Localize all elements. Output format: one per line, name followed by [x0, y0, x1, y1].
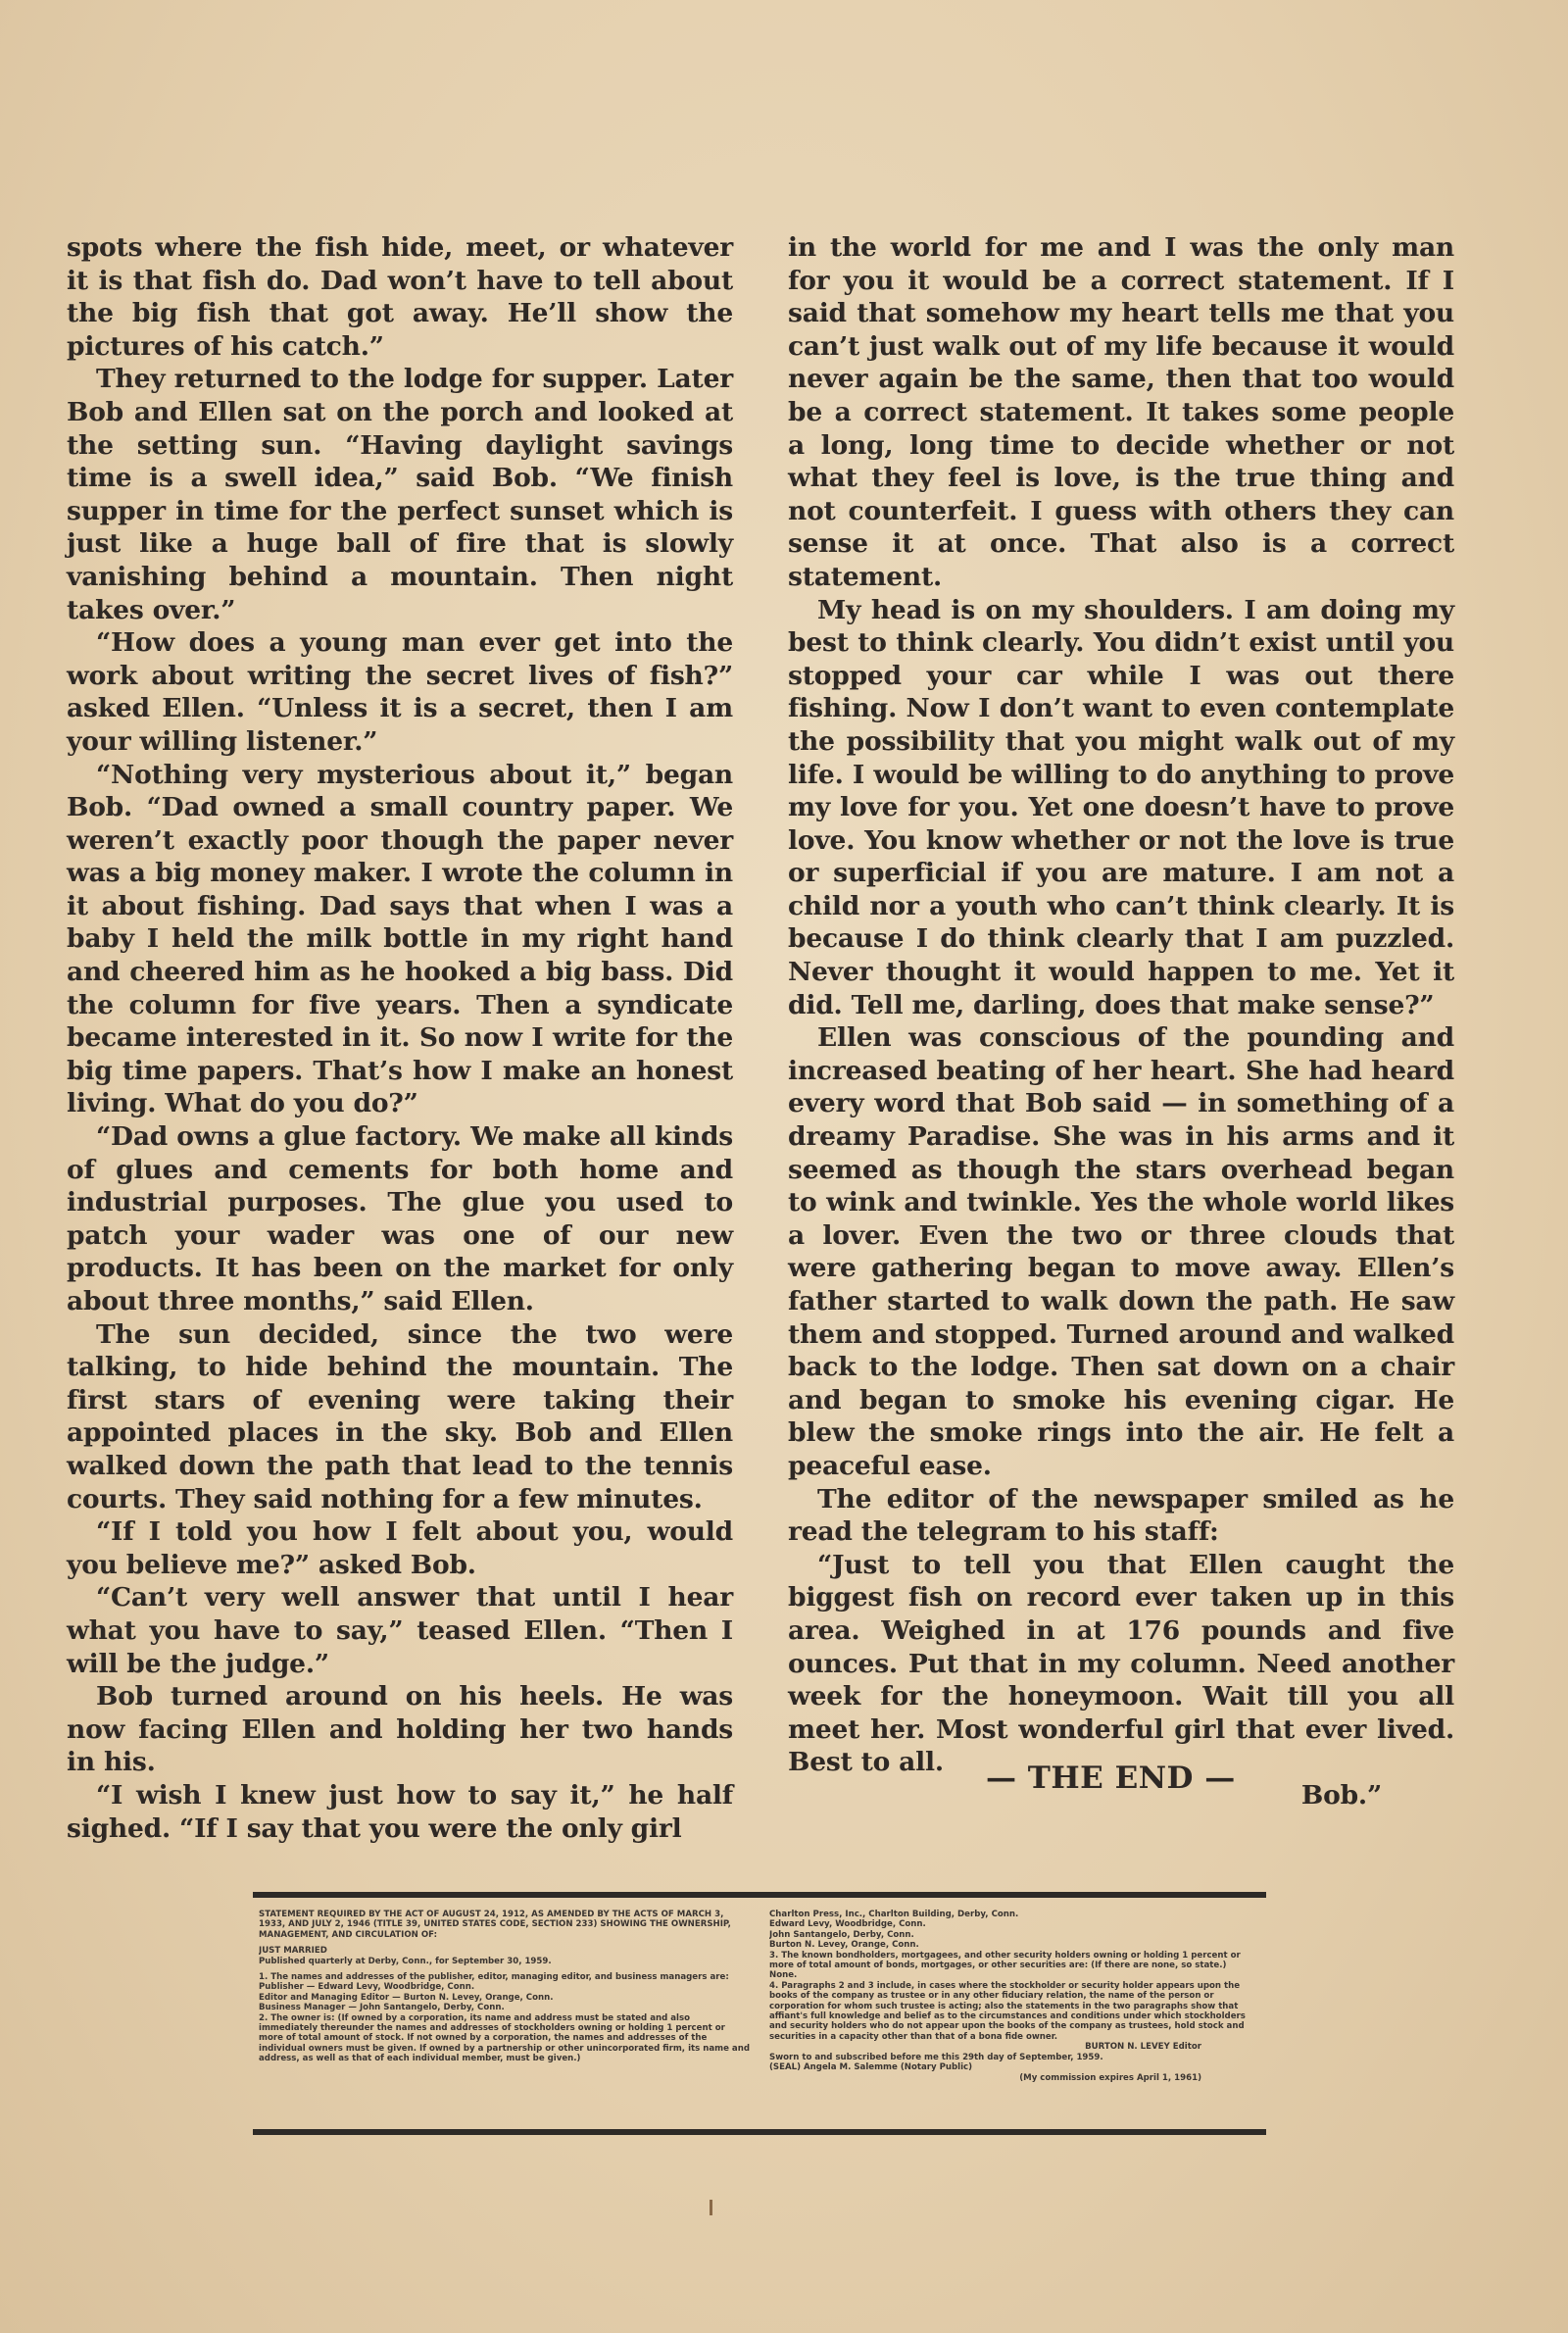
statement-line: John Santangelo, Derby, Conn.: [769, 1929, 914, 1940]
statement-line: 4. Paragraphs 2 and 3 include, in cases where the stockholder or security holder appears upon the books of the company as trustee or in any other fiduciary relation, the name of the person or corporation for whom such trustee is acting; also the statements in the two paragraphs show that affiant's full knowledge and belief as to the circumstances and conditions under which stockholders and security holders who do not appear upon the books of the company as trustees, hold stock and securities in a capacity other than that of a bona fide owner.: [769, 1980, 1246, 2042]
statement-line: Published quarterly at Derby, Conn., for September 30, 1959.: [259, 1956, 552, 1966]
statement-left-column: [259, 1910, 750, 2119]
statement-signature: BURTON N. LEVEY Editor: [1085, 2042, 1201, 2053]
statement-line: (My commission expires April 1, 1961): [1019, 2072, 1201, 2083]
statement-line: 1. The names and addresses of the publisher, editor, managing editor, and business managers are:: [259, 1972, 729, 1983]
ownership-statement-box: [253, 1892, 1266, 2135]
story-paragraph: The sun decided, since the two were talking, to hide behind the mountain. The first stars of evening were taking their appointed places in the sky. Bob and Ellen walked down the path that lead to the tennis courts. They said nothing for a few minutes.: [67, 1318, 733, 1514]
story-paragraph: The editor of the newspaper smiled as he read the telegram to his staff:: [788, 1483, 1454, 1548]
statement-line: Business Manager — John Santangelo, Derby, Conn.: [259, 2003, 505, 2013]
statement-line: Edward Levy, Woodbridge, Conn.: [769, 1919, 926, 1930]
statement-heading: STATEMENT REQUIRED BY THE ACT OF AUGUST 24, 1912, AS AMENDED BY THE ACTS OF MARCH 3, 1933, AND JULY 2, 1946 (TITLE 39, UNITED STATES CODE, SECTION 233) SHOWING THE OWNERSHIP, MANAGEMENT, AND CIRCULATION OF:: [259, 1910, 731, 1940]
statement-line: None.: [769, 1970, 798, 1981]
statement-line: Publisher — Edward Levy, Woodbridge, Conn.: [259, 1982, 475, 1993]
telegram-text: “Just to tell you that Ellen caught the biggest fish on record ever taken up in this area. Weighed in at 176 pounds and five ounces. Put that in my column. Need another week for the honeymoon. Wait till you all meet her. Most wonderful girl that ever lived. Best to all.: [788, 1549, 1454, 1778]
print-mark: [710, 2200, 712, 2215]
statement-line: Burton N. Levey, Orange, Conn.: [769, 1940, 919, 1951]
statement-line: Editor and Managing Editor — Burton N. Levey, Orange, Conn.: [259, 1992, 554, 2003]
statement-line: (SEAL) Angela M. Salemme (Notary Public): [769, 2062, 973, 2073]
story-paragraph: My head is on my shoulders. I am doing my best to think clearly. You didn’t exist until you stopped your car while I was out there fishing. Now I don’t want to even contemplate the possibility that you might walk out of my life. I would be willing to do anything to prove my love for you. Yet one doesn’t have to prove love. You know whether or not the love is true or superficial if you are mature. I am not a child nor a youth who can’t think clearly. It is because I do think clearly that I am puzzled. Never thought it would happen to me. Yet it did. Tell me, darling, does that make sense?”: [788, 594, 1454, 1020]
telegram-signoff: Bob.”: [1300, 1779, 1382, 1811]
story-right-column: [788, 231, 1454, 1812]
story-paragraph: “Can’t very well answer that until I hear what you have to say,” teased Ellen. “Then I will be the judge.”: [67, 1582, 733, 1679]
statement-publication-title: JUST MARRIED: [259, 1946, 327, 1957]
story-paragraph: “I wish I knew just how to say it,” he half sighed. “If I say that you were the only girl: [67, 1779, 733, 1844]
statement-line: Sworn to and subscribed before me this 29th day of September, 1959.: [769, 2052, 1103, 2062]
the-end-label: — THE END —: [986, 1761, 1236, 1796]
story-paragraph: They returned to the lodge for supper. Later Bob and Ellen sat on the porch and looked at the setting sun. “Having daylight savings time is a swell idea,” said Bob. “We finish supper in time for the perfect sunset which is just like a huge ball of fire that is slowly vanishing behind a mountain. Then night takes over.”: [67, 364, 733, 625]
story-paragraph: “How does a young man ever get into the work about writing the secret lives of fish?” asked Ellen. “Unless it is a secret, then I am your willing listener.”: [67, 627, 733, 757]
statement-line: Charlton Press, Inc., Charlton Building, Derby, Conn.: [769, 1910, 1019, 1919]
story-paragraph: Bob turned around on his heels. He was now facing Ellen and holding her two hands in his.: [67, 1681, 733, 1778]
story-paragraph: “Dad owns a glue factory. We make all kinds of glues and cements for both home and industrial purposes. The glue you used to patch your wader was one of our new products. It has been on the market for only about three months,” said Ellen.: [67, 1121, 733, 1316]
story-paragraph: spots where the fish hide, meet, or whatever it is that fish do. Dad won’t have to tell about the big fish that got away. He’ll show the pictures of his catch.”: [67, 232, 733, 362]
story-paragraph: Ellen was conscious of the pounding and increased beating of her heart. She had heard every word that Bob said — in something of a dreamy Paradise. She was in his arms and it seemed as though the stars overhead began to wink and twinkle. Yes the whole world likes a lover. Even the two or three clouds that were gathering began to move away. Ellen’s father started to walk down the path. He saw them and stopped. Turned around and walked back to the lodge. Then sat down on a chair and began to smoke his evening cigar. He blew the smoke rings into the air. He felt a peaceful ease.: [788, 1022, 1454, 1481]
story-left-column: [67, 231, 733, 1845]
statement-line: 2. The owner is: (If owned by a corporation, its name and address must be stated and also immediately thereunder the names and addresses of stockholders owning or holding 1 percent or more of total amount of stock. If not owned by a corporation, the names and addresses of the individual owners must be given. If owned by a partnership or other unincorporated firm, its name and address, as well as that of each individual member, must be given.): [259, 2012, 750, 2064]
story-paragraph: in the world for me and I was the only man for you it would be a correct statement. If I said that somehow my heart tells me that you can’t just walk out of my life because it would never again be the same, then that too would be a correct statement. It takes some people a long, long time to decide whether or not what they feel is love, is the true thing and not counterfeit. I guess with others they can sense it at once. That also is a correct statement.: [788, 232, 1454, 592]
story-paragraph: “If I told you how I felt about you, would you believe me?” asked Bob.: [67, 1516, 733, 1580]
statement-line: 3. The known bondholders, mortgagees, and other security holders owning or holding 1 percent or more of total amount of bonds, mortgages, or other securities are: (If there are none, so state.): [769, 1950, 1241, 1971]
story-paragraph: “Nothing very mysterious about it,” began Bob. “Dad owned a small country paper. We weren’t exactly poor though the paper never was a big money maker. I wrote the column in it about fishing. Dad says that when I was a baby I held the milk bottle in my right hand and cheered him as he hooked a big bass. Did the column for five years. Then a syndicate became interested in it. So now I write for the big time papers. That’s how I make an honest living. What do you do?”: [67, 759, 733, 1119]
statement-right-column: [769, 1910, 1260, 2119]
